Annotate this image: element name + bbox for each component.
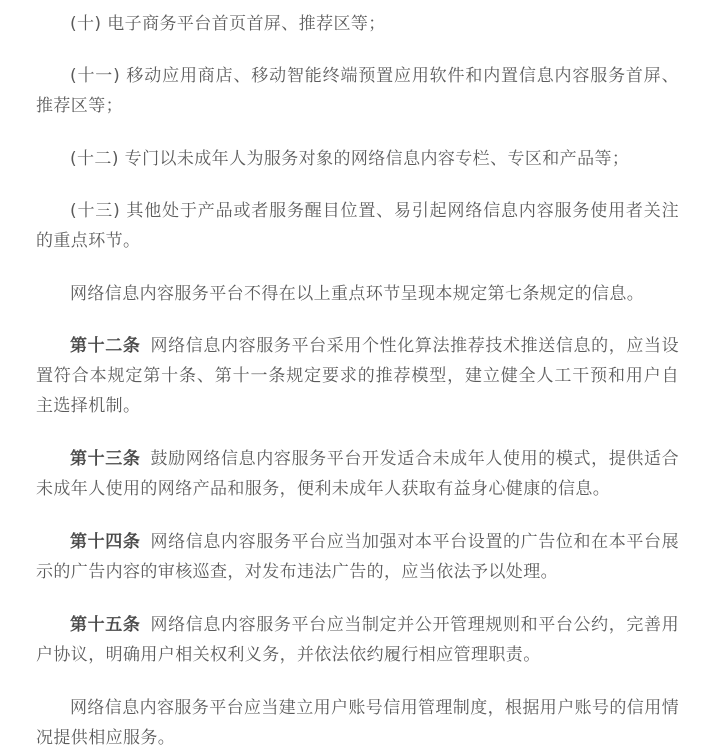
paragraph-text: 网络信息内容服务平台应当加强对本平台设置的广告位和在本平台展示的广告内容的审核巡查，对发布违法广告的，应当依法予以处理。: [36, 532, 679, 582]
paragraph-text: 网络信息内容服务平台应当建立用户账号信用管理制度，根据用户账号的信用情况提供相应服务。: [36, 698, 679, 748]
paragraph-item-13: [36, 196, 679, 256]
paragraph-article-13: [36, 444, 679, 504]
paragraph-restriction: [36, 279, 679, 309]
paragraph-item-11: [36, 61, 679, 121]
paragraph-text: (十) 电子商务平台首页首屏、推荐区等；: [70, 14, 386, 34]
paragraph-account-credit: [36, 693, 679, 753]
paragraph-text: (十一) 移动应用商店、移动智能终端预置应用软件和内置信息内容服务首屏、推荐区等；: [36, 66, 679, 116]
paragraph-text: 网络信息内容服务平台采用个性化算法推荐技术推送信息的，应当设置符合本规定第十条、第十一条规定要求的推荐模型，建立健全人工干预和用户自主选择机制。: [36, 336, 679, 416]
article-number: 第十五条: [70, 615, 141, 635]
article-number: 第十三条: [70, 449, 141, 469]
paragraph-article-15: [36, 610, 679, 670]
paragraph-text: (十三) 其他处于产品或者服务醒目位置、易引起网络信息内容服务使用者关注的重点环节。: [36, 201, 679, 251]
paragraph-text: 网络信息内容服务平台应当制定并公开管理规则和平台公约，完善用户协议，明确用户相关权利义务，并依法依约履行相应管理职责。: [36, 615, 679, 665]
paragraph-item-12: [36, 144, 679, 174]
article-number: 第十四条: [70, 532, 141, 552]
paragraph-text: 鼓励网络信息内容服务平台开发适合未成年人使用的模式，提供适合未成年人使用的网络产品和服务，便利未成年人获取有益身心健康的信息。: [36, 449, 679, 499]
paragraph-text: 网络信息内容服务平台不得在以上重点环节呈现本规定第七条规定的信息。: [70, 284, 645, 304]
paragraph-text: (十二) 专门以未成年人为服务对象的网络信息内容专栏、专区和产品等；: [70, 149, 630, 169]
paragraph-article-14: [36, 527, 679, 587]
paragraph-article-12: [36, 331, 679, 421]
paragraph-item-10: [36, 9, 679, 39]
article-number: 第十二条: [70, 336, 141, 356]
